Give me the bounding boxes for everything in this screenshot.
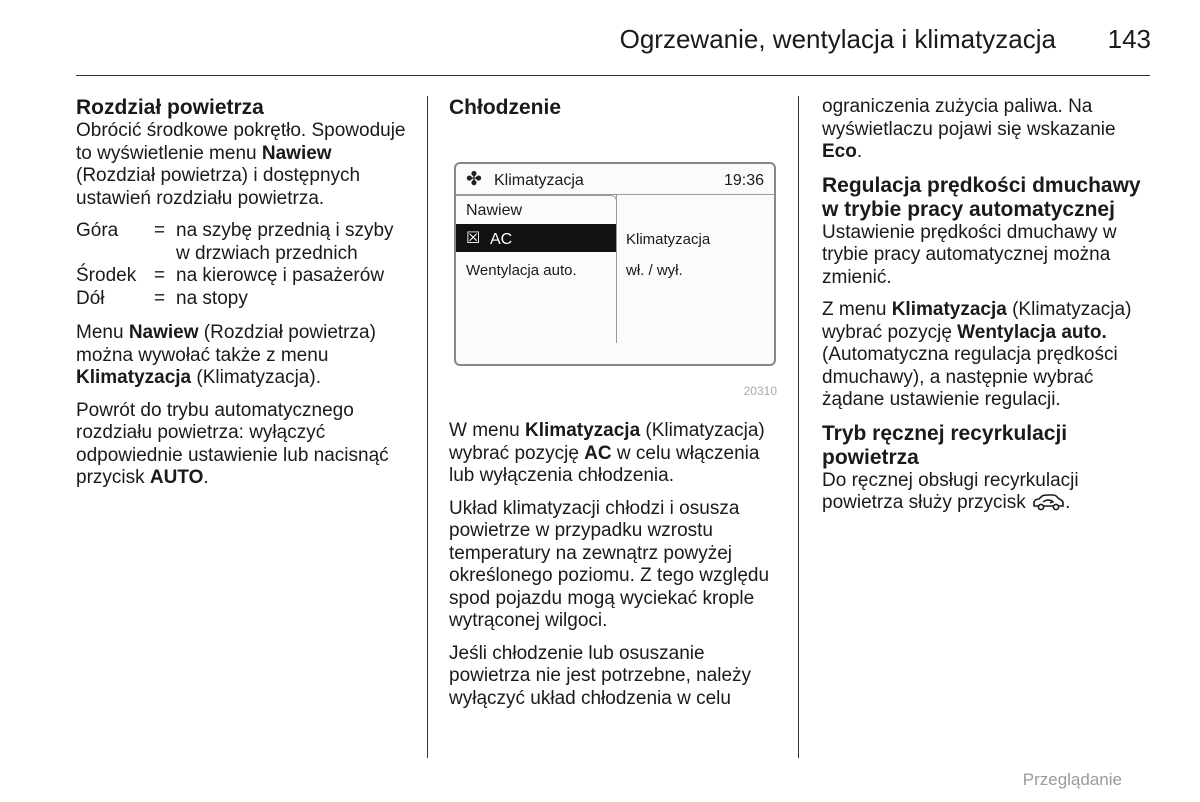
button-name: AUTO <box>149 467 204 488</box>
display-option-on-off: wł. / wył. <box>626 262 683 279</box>
text-run: Menu <box>76 322 129 343</box>
column-1 <box>76 96 412 500</box>
definition-row <box>76 220 412 265</box>
text-run: . <box>203 467 209 488</box>
text-run: w celu włączenia lub wyłączenia chłodzenia. <box>449 442 760 486</box>
chapter-title: Ogrzewanie, wentylacja i klimatyzacja <box>619 24 1056 54</box>
text-run: (Automatyczna regulacja prędkości dmuchawy), a następnie wybrać żądane ustawienie regulacji. <box>822 344 1118 410</box>
text-run: . <box>856 141 863 162</box>
equals-sign: = <box>154 265 166 286</box>
display-screen <box>454 162 776 366</box>
definition-description: na szybę przednią i szyby w drzwiach przednich <box>176 220 394 264</box>
display-illustration <box>449 132 779 402</box>
text-run: Do ręcznej obsługi recyrkulacji powietrza służy przycisk <box>822 469 1079 513</box>
equals-sign: = <box>154 220 166 241</box>
definition-description: na stopy <box>176 287 248 309</box>
section-heading-blower-speed: Regulacja prędkości dmuchawy w trybie pracy automatycznej <box>822 173 1141 221</box>
display-menu <box>456 195 617 343</box>
menu-tab-label: Nawiew <box>466 202 523 219</box>
definition-row <box>76 288 412 311</box>
section-heading-recirculation: Tryb ręcznej recyrkulacji powietrza <box>822 421 1068 469</box>
definition-list <box>76 220 412 310</box>
menu-name: Nawiew <box>128 322 199 343</box>
text-run: (Rozdział powietrza) i dostępnych ustawień rozdziału powietrza. <box>76 165 361 209</box>
paragraph <box>449 420 785 488</box>
header-rule <box>76 75 1150 76</box>
menu-item-ac-selected <box>456 224 616 252</box>
paragraph: Układ klimatyzacji chłodzi i osusza powietrze w przypadku wzrostu temperatury na zewnątrz powyżej określonego poziomu. Z tego względu spod pojazdu mogą wyciekać krople wytrąconej wilgoci. <box>449 497 770 631</box>
fan-icon: ✤ <box>466 169 482 190</box>
column-divider-2 <box>798 96 799 758</box>
display-title: Klimatyzacja <box>494 172 584 189</box>
text-run: Z menu <box>822 299 892 320</box>
menu-item-name: Wentylacja auto. <box>957 321 1107 343</box>
paragraph <box>76 400 412 490</box>
menu-name: Nawiew <box>261 142 332 164</box>
menu-item-label: AC <box>490 231 513 248</box>
recirculation-car-icon <box>1031 493 1065 518</box>
text-run: . <box>1065 492 1071 513</box>
definition-row <box>76 265 412 288</box>
paragraph <box>76 120 412 210</box>
paragraph <box>76 322 412 390</box>
text-run: Powrót do trybu automatycznego rozdziału powietrza: wyłączyć odpowiednie ustawienie lub nacisnąć przycisk <box>76 399 389 488</box>
menu-item-auto-ventilation: Wentylacja auto. <box>466 262 577 279</box>
page-number: 143 <box>1107 24 1151 54</box>
definition-description: na kierowcę i pasażerów <box>176 265 385 286</box>
equals-sign: = <box>154 287 166 309</box>
column-3 <box>822 96 1152 528</box>
column-divider-1 <box>427 96 428 758</box>
text-run: Obrócić środkowe pokrętło. Spowoduje to wyświetlenie menu <box>76 120 406 164</box>
text-run: ograniczenia zużycia paliwa. Na wyświetlaczu pojawi się wskazanie <box>822 96 1116 140</box>
checkbox-checked-icon: ☒ <box>466 230 481 247</box>
menu-name: Klimatyzacja <box>891 299 1007 320</box>
text-run: (Klimatyzacja). <box>191 367 321 388</box>
column-2 <box>449 96 785 720</box>
indicator-name: Eco <box>822 141 857 162</box>
section-heading-cooling: Chłodzenie <box>449 96 562 119</box>
display-clock: 19:36 <box>723 172 764 189</box>
figure-code: 20310 <box>743 384 777 398</box>
definition-term: Góra <box>76 220 119 241</box>
definition-term: Dół <box>76 287 105 309</box>
paragraph: Ustawienie prędkości dmuchawy w trybie pracy automatycznej można zmienić. <box>822 221 1117 288</box>
menu-name: Klimatyzacja <box>525 420 641 441</box>
display-option-climate: Klimatyzacja <box>626 231 711 248</box>
paragraph <box>822 470 1152 518</box>
definition-term: Środek <box>76 265 137 286</box>
section-heading-air-distribution: Rozdział powietrza <box>76 96 264 119</box>
paragraph <box>822 299 1152 412</box>
paragraph <box>822 96 1152 164</box>
paragraph: Jeśli chłodzenie lub osuszanie powietrza nie jest potrzebne, należy wyłączyć układ chłodzenia w celu <box>449 642 752 709</box>
text-run: W menu <box>449 420 526 441</box>
text-run: (Klimatyzacja) wybrać pozycję <box>822 299 1132 343</box>
text-run: (Rozdział powietrza) można wywołać także z menu <box>76 322 376 366</box>
footer-section-label: Przeglądanie <box>1022 770 1122 789</box>
menu-name: Klimatyzacja <box>76 367 192 388</box>
display-title-bar <box>456 164 774 195</box>
text-run: (Klimatyzacja) wybrać pozycję <box>449 420 765 464</box>
menu-item-name: AC <box>584 442 612 464</box>
menu-tab-nawiew <box>456 195 617 225</box>
